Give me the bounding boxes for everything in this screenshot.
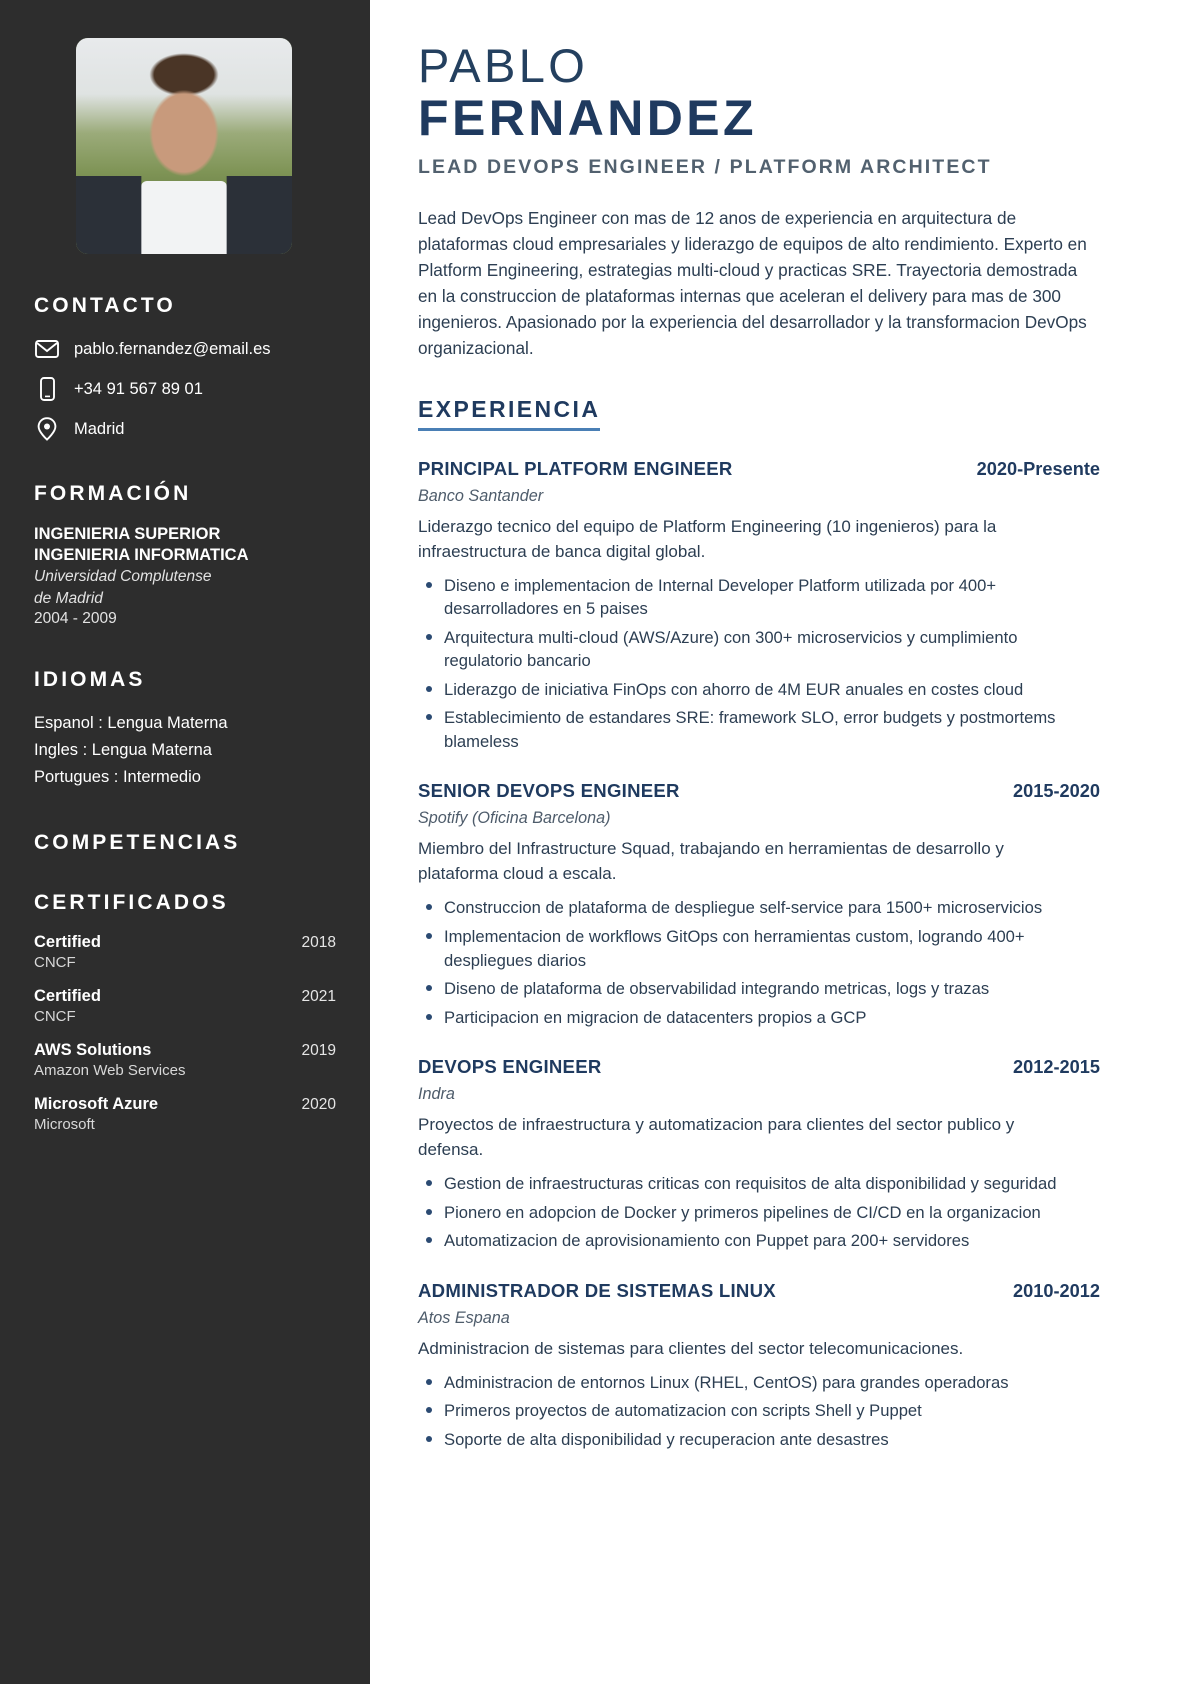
certificate-name: Certified — [34, 986, 101, 1005]
certificates-list — [34, 933, 336, 1133]
experience-bullet: Establecimiento de estandares SRE: framework SLO, error budgets y postmortems blameless — [418, 706, 1066, 753]
experience-date: 2012-2015 — [1013, 1057, 1100, 1078]
experience-bullet: Participacion en migracion de datacenters propios a GCP — [418, 1006, 1066, 1030]
certificate-org: Microsoft — [34, 1115, 95, 1133]
experience-bullet: Pionero en adopcion de Docker y primeros pipelines de CI/CD en la organizacion — [418, 1201, 1066, 1225]
certificate-year: 2019 — [301, 1041, 336, 1059]
languages-list — [34, 710, 336, 790]
education-heading: FORMACIÓN — [34, 482, 192, 505]
experience-role: PRINCIPAL PLATFORM ENGINEER — [418, 457, 733, 479]
sidebar — [0, 0, 370, 1684]
experience-header — [418, 1056, 1100, 1078]
experience-entry — [418, 780, 1100, 1029]
certificate-item — [34, 1041, 336, 1079]
contact-location-text: Madrid — [74, 419, 125, 438]
certificate-item — [34, 987, 336, 1025]
education-school-line1: Universidad Complutense — [34, 568, 212, 586]
languages-heading: IDIOMAS — [34, 668, 146, 692]
location-pin-icon — [34, 416, 60, 442]
certificate-item — [34, 1095, 336, 1133]
certificate-name: AWS Solutions — [34, 1040, 152, 1059]
certificate-year: 2020 — [301, 1095, 336, 1113]
experience-date: 2015-2020 — [1013, 781, 1100, 802]
experience-entry — [418, 1280, 1100, 1452]
experience-date: 2010-2012 — [1013, 1280, 1100, 1301]
education-years: 2004 - 2009 — [34, 610, 117, 628]
experience-description: Proyectos de infraestructura y automatizacion para clientes del sector publico y defensa. — [418, 1115, 1015, 1160]
experience-bullets — [418, 574, 1100, 754]
experience-role: ADMINISTRADOR DE SISTEMAS LINUX — [418, 1279, 776, 1301]
experience-description: Liderazgo tecnico del equipo de Platform Engineering (10 ingenieros) para la infraestructura de banca digital global. — [418, 516, 997, 561]
experience-description: Administracion de sistemas para clientes del sector telecomunicaciones. — [418, 1338, 964, 1358]
experience-heading: EXPERIENCIA — [418, 396, 600, 431]
certificate-org: CNCF — [34, 1007, 76, 1025]
experience-bullet: Primeros proyectos de automatizacion con scripts Shell y Puppet — [418, 1399, 1066, 1423]
certificates-heading: CERTIFICADOS — [34, 890, 229, 914]
language-item: Ingles : Lengua Materna — [34, 741, 212, 760]
education-degree-line2: INGENIERIA INFORMATICA — [34, 546, 249, 565]
certificate-year: 2018 — [301, 933, 336, 951]
job-title: LEAD DEVOPS ENGINEER / PLATFORM ARCHITECT — [418, 155, 992, 178]
experience-bullet: Automatizacion de aprovisionamiento con Puppet para 200+ servidores — [418, 1229, 1066, 1253]
profile-photo — [76, 38, 292, 254]
language-item: Espanol : Lengua Materna — [34, 714, 228, 733]
certificate-item — [34, 933, 336, 971]
certificate-org: CNCF — [34, 953, 76, 971]
experience-bullet: Diseno e implementacion de Internal Developer Platform utilizada por 400+ desarrolladores en 5 paises — [418, 574, 1066, 621]
experience-bullet: Soporte de alta disponibilidad y recuperacion ante desastres — [418, 1428, 1066, 1452]
experience-bullets — [418, 1371, 1100, 1452]
experience-description: Miembro del Infrastructure Squad, trabajando en herramientas de desarrollo y plataforma cloud a escala. — [418, 839, 1004, 884]
contact-phone-text: +34 91 567 89 01 — [74, 379, 203, 398]
certificate-year: 2021 — [301, 987, 336, 1005]
experience-date: 2020-Presente — [976, 458, 1100, 479]
experience-bullets — [418, 1172, 1100, 1253]
main-content — [370, 0, 1190, 1684]
experience-entry — [418, 1056, 1100, 1253]
certificate-org: Amazon Web Services — [34, 1061, 186, 1079]
experience-bullet: Arquitectura multi-cloud (AWS/Azure) con 300+ microservicios y cumplimiento regulatorio bancario — [418, 626, 1066, 673]
certificate-name: Certified — [34, 932, 101, 951]
contact-item-email[interactable] — [34, 336, 336, 362]
first-name: PABLO — [418, 39, 589, 92]
experience-bullet: Diseno de plataforma de observabilidad integrando metricas, logs y trazas — [418, 977, 1066, 1001]
experience-role: DEVOPS ENGINEER — [418, 1056, 602, 1078]
experience-header — [418, 458, 1100, 480]
experience-bullet: Administracion de entornos Linux (RHEL, CentOS) para grandes operadoras — [418, 1371, 1066, 1395]
education-school-line2: de Madrid — [34, 589, 103, 607]
education-degree-line1: INGENIERIA SUPERIOR — [34, 525, 221, 543]
experience-header — [418, 1280, 1100, 1302]
contact-email-text: pablo.fernandez@email.es — [74, 339, 271, 358]
experience-company: Banco Santander — [418, 486, 544, 505]
skills-heading: COMPETENCIAS — [34, 830, 241, 854]
education-entry — [34, 524, 336, 628]
professional-summary: Lead DevOps Engineer con mas de 12 anos de experiencia en arquitectura de plataformas cloud empresariales y liderazgo de equipos de alto rendimiento. Experto en Platform Engineering, estrategias multi-cloud y practicas SRE. Trayectoria demostrada en la construccion de plataformas internas que aceleran el delivery para mas de 300 ingenieros. Apasionado por la experiencia del desarrollador y la transformacion DevOps organizacional. — [418, 207, 1087, 359]
profile-photo-image — [76, 38, 292, 254]
experience-bullet: Gestion de infraestructuras criticas con requisitos de alta disponibilidad y seguridad — [418, 1172, 1066, 1196]
last-name: FERNANDEZ — [418, 89, 757, 146]
experience-role: SENIOR DEVOPS ENGINEER — [418, 780, 680, 802]
experience-company: Spotify (Oficina Barcelona) — [418, 809, 611, 828]
phone-icon — [34, 376, 60, 402]
experience-bullet: Construccion de plataforma de despliegue self-service para 1500+ microservicios — [418, 896, 1066, 920]
experience-bullets — [418, 896, 1100, 1029]
experience-header — [418, 780, 1100, 802]
contact-item-location[interactable] — [34, 416, 336, 442]
contact-heading: CONTACTO — [34, 294, 176, 317]
experience-entry — [418, 458, 1100, 754]
experience-company: Indra — [418, 1085, 455, 1104]
certificate-name: Microsoft Azure — [34, 1094, 159, 1113]
experience-bullet: Liderazgo de iniciativa FinOps con ahorro de 4M EUR anuales en costes cloud — [418, 678, 1066, 702]
contact-item-phone[interactable] — [34, 376, 336, 402]
experience-company: Atos Espana — [418, 1308, 510, 1327]
language-item: Portugues : Intermedio — [34, 767, 201, 786]
envelope-icon — [34, 336, 60, 362]
experience-bullet: Implementacion de workflows GitOps con herramientas custom, logrando 400+ despliegues diarios — [418, 925, 1066, 972]
